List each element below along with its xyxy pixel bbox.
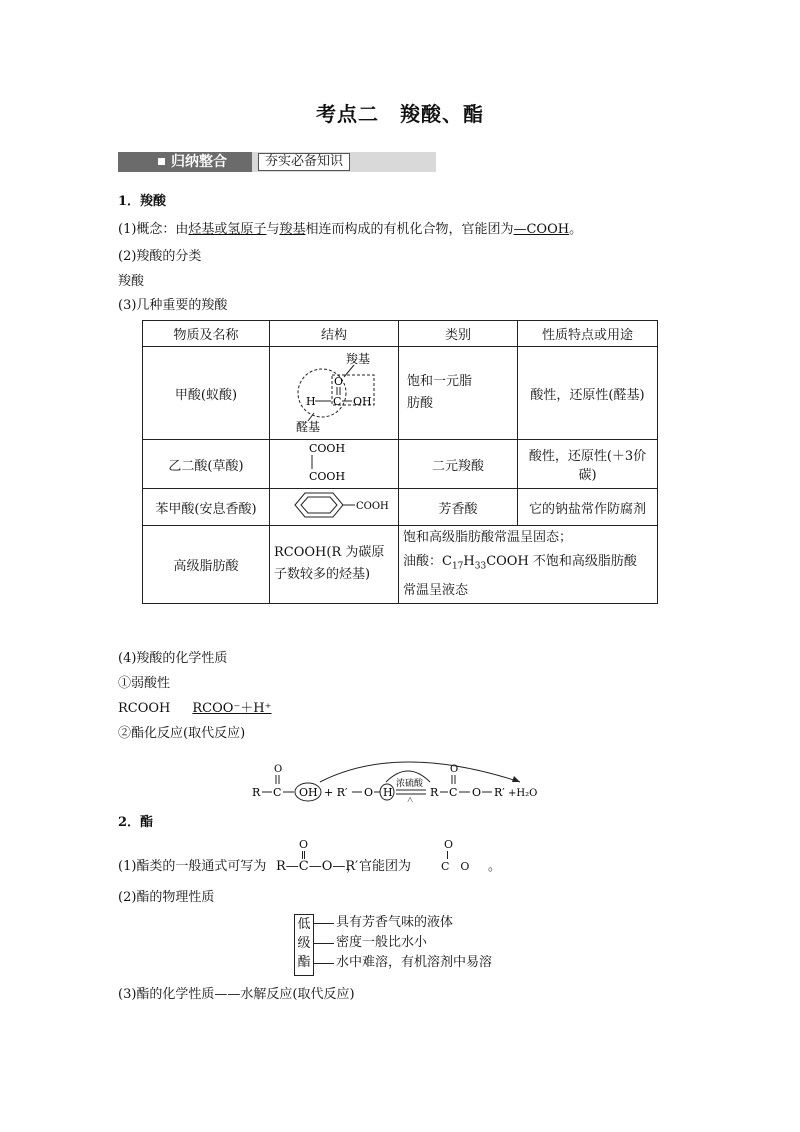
text: 相连而构成的有机化合物，官能团为 [305, 222, 514, 237]
banner-left-label: 归纳整合 [171, 154, 227, 170]
group-cooh: COOH [309, 470, 346, 483]
formic-acid-structure [270, 347, 399, 440]
text: 油酸：C [403, 554, 452, 569]
atom-r-prime: R′ [494, 786, 505, 799]
connector-line [314, 963, 334, 964]
formic-acid-diagram [274, 347, 394, 435]
table-row [143, 440, 658, 489]
text: (1)酯类的一般通式可写为 [118, 859, 267, 874]
table-row [143, 526, 658, 604]
blank-answer: 烃基或氢原子 [188, 222, 267, 237]
benzoic-acid-structure [270, 489, 399, 526]
box-char: 酯 [297, 955, 311, 970]
text: 。 [488, 859, 502, 874]
benzene-ring-inner [301, 497, 337, 513]
carboxyl-label: 羧基 [346, 352, 371, 366]
line [403, 550, 653, 579]
use-cell: 酸性，还原性(醛基) [518, 347, 658, 440]
atom-o: O [444, 838, 454, 851]
struct-text: 子数较多的烃基) [274, 567, 371, 583]
use-cell: 酸性，还原性(＋3价碳) [518, 440, 658, 489]
use-cell: 它的钠盐常作防腐剂 [518, 489, 658, 526]
banner-left [118, 152, 252, 172]
section-1-heading: 1．羧酸 [118, 194, 167, 209]
connector-line [314, 923, 334, 924]
property-item: 水中难溶，有机溶剂中易溶 [336, 955, 493, 970]
subscript: 17 [451, 561, 464, 572]
text: H [463, 554, 475, 569]
classification-heading: (2)羧酸的分类 [118, 249, 202, 264]
reagent-r: + R′ [324, 786, 348, 799]
functional-group: C O [441, 860, 470, 873]
atom-o: O [334, 375, 344, 388]
chemical-property-heading: (3)酯的化学性质——水解反应(取代反应) [118, 987, 355, 1002]
group-cooh: COOH [356, 501, 389, 512]
table-header-row [143, 321, 658, 347]
section-banner [118, 152, 436, 172]
category-cell [399, 347, 518, 440]
concept-paragraph [118, 221, 582, 239]
section-2-heading: 2．酯 [118, 815, 154, 830]
esterification-diagram [248, 752, 548, 802]
atom-oh: OH [299, 786, 318, 799]
banner-right-label: 夯实必备知识 [258, 153, 350, 171]
box-char: 级 [297, 936, 311, 951]
text: (1)概念：由 [118, 222, 189, 237]
important-acids-heading: (3)几种重要的羧酸 [118, 298, 228, 313]
atom-o: O [450, 764, 459, 775]
atom-c: C [449, 786, 458, 799]
struct-cell [270, 526, 399, 604]
atom-o: O [364, 786, 374, 799]
atom-h: H [383, 786, 393, 799]
atom-h: H [306, 395, 316, 408]
blank-answer: 羧基 [279, 222, 306, 237]
line: 常温呈液态 [403, 582, 469, 598]
atom-oh: OH [353, 395, 372, 408]
text: 与 [266, 222, 280, 237]
benzoic-acid-diagram [275, 489, 393, 521]
name-cell: 高级脂肪酸 [143, 526, 270, 604]
banner-right [252, 152, 436, 172]
text: 。 [569, 222, 583, 237]
atom-r: R [430, 786, 439, 799]
atom-o: O [472, 786, 482, 799]
ester-properties-diagram [294, 914, 524, 976]
chemical-properties-heading: (4)羧酸的化学性质 [118, 651, 228, 666]
atom-c: C [273, 786, 282, 799]
weak-acidity-label: ①弱酸性 [118, 676, 171, 691]
name-cell: 甲酸(蚁酸) [143, 347, 270, 440]
atom-o: O [299, 838, 309, 851]
page-title: 考点二 羧酸、酯 [316, 102, 484, 126]
acids-table [142, 320, 658, 604]
physical-properties-heading: (2)酯的物理性质 [118, 890, 215, 905]
ester-formula-line [118, 834, 618, 878]
name-cell: 苯甲酸(安息香酸) [143, 489, 270, 526]
property-item: 密度一般比水小 [336, 935, 428, 950]
square-icon [158, 158, 165, 165]
oxalic-acid-structure [270, 440, 399, 489]
atom-c: C [333, 395, 342, 408]
category-cell: 芳香酸 [399, 489, 518, 526]
table-row [143, 489, 658, 526]
property-item: 具有芳香气味的液体 [336, 915, 454, 930]
aldehyde-label: 醛基 [296, 420, 321, 434]
table-row [143, 347, 658, 440]
struct-text: RCOOH(R 为碳原 [274, 545, 385, 561]
esterification-label: ②酯化反应(取代反应) [118, 726, 246, 741]
header-cell: 物质及名称 [143, 321, 270, 347]
water: +H₂O [508, 788, 538, 799]
condition-catalyst: 浓硫酸 [396, 779, 424, 789]
connector-line [314, 943, 334, 944]
arrowhead-icon [512, 776, 520, 782]
category-text: 饱和一元脂肪酸 [407, 374, 473, 411]
header-cell: 性质特点或用途 [518, 321, 658, 347]
category-cell: 二元羧酸 [399, 440, 518, 489]
blank-answer: —COOH [513, 222, 570, 237]
atom-r: R [252, 786, 261, 799]
subscript: 33 [474, 561, 487, 572]
ionization-equation [118, 700, 272, 718]
lower-ester-box [294, 914, 314, 976]
name-cell: 乙二酸(草酸) [143, 440, 270, 489]
header-cell: 类别 [399, 321, 518, 347]
category-use-cell [399, 526, 658, 604]
atom-o: O [274, 764, 283, 775]
ester-general-formula: R—C—O—R′ [276, 859, 359, 874]
header-cell: 结构 [270, 321, 399, 347]
classification-label: 羧酸 [118, 274, 145, 289]
group-cooh: COOH [309, 442, 346, 455]
oxalic-acid-diagram [279, 440, 389, 484]
condition-heat: △ [407, 795, 414, 802]
reactant: RCOOH [118, 701, 171, 716]
box-char: 低 [297, 917, 311, 932]
text: COOH 不饱和高级脂肪酸 [486, 554, 637, 569]
blank-answer: RCOO⁻＋H⁺ [192, 701, 272, 716]
text: ，官能团为 [346, 859, 412, 874]
line: 饱和高级脂肪酸常温呈固态； [403, 530, 573, 545]
